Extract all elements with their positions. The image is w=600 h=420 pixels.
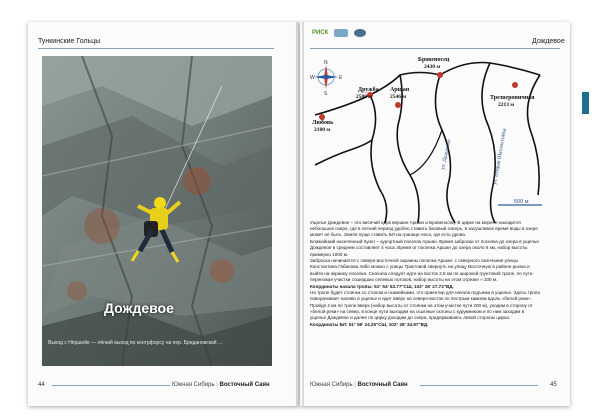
svg-text:Аршан: Аршан	[390, 87, 410, 93]
left-running-head: Тункинские Гольцы	[38, 38, 101, 45]
article-body	[310, 220, 540, 328]
right-footer-section: Восточный Саян	[357, 382, 408, 388]
route-map	[310, 55, 555, 223]
right-foot-rule	[420, 385, 538, 386]
svg-text:Дружба: Дружба	[358, 87, 379, 93]
logo-federation	[354, 29, 366, 37]
base-camp-coordinates: Координаты БЛ: 51° 56' 24.25"СШ, 102° 28' 34.97"ВД.	[310, 321, 429, 327]
logo-risk: РИСК	[312, 30, 329, 36]
right-footer-region: Южная Сибирь	[310, 382, 353, 388]
svg-text:2100 м: 2100 м	[314, 127, 331, 133]
right-footer: Южная Сибирь | Восточный Саян	[310, 382, 408, 388]
paragraph: На тропе будет стоянка со столом и скамейками, это ориентир для начала подъема в ущелье. Здесь тропа поворачивает налево в ущелье и идет вверх на северо-восток по пестрым камням вдоль «белой реки». Пройдя 2 км по тропе вверх (набор высоты от стоянки на этом участке пути 200 м), уходим в сторону от «белой реки» на север, в конце пути выходим на осыпные склоны с курумником и по ним заходим в ущелье Дождевое и далее по цирку доходим до озера, придерживаясь левой стороны цирка.	[310, 290, 540, 321]
climbing-photo	[42, 56, 272, 366]
right-running-head: Дождевое	[532, 38, 565, 45]
logo-mountain-club	[334, 29, 348, 37]
svg-text:2546 м: 2546 м	[390, 94, 407, 100]
svg-text:2213 м: 2213 м	[498, 102, 515, 108]
svg-text:2430 м: 2430 м	[424, 64, 441, 70]
paragraph: Ущелье Дождевое – это висячий цирк вершин Аршан и Бровеносец. В цирке на морене находится небольшое озеро, где в летний период удобно ставить базовый лагерь, в засушливое время воды в озере может не быть. Земля пуще ставить БЛ на границе леса, где есть дрова.	[310, 220, 538, 238]
peak-broneonosets	[418, 57, 450, 78]
street-label-dozhdevoe: ул. Дождевое	[440, 138, 453, 171]
svg-text:N: N	[324, 60, 328, 66]
left-footer-section: Восточный Саян	[219, 382, 270, 388]
left-head-rule	[38, 48, 274, 49]
svg-text:S: S	[324, 91, 328, 97]
right-head-rule	[310, 48, 560, 49]
svg-text:2500 м: 2500 м	[356, 94, 373, 100]
chapter-tab	[582, 92, 589, 114]
svg-text:Бровеносец: Бровеносец	[418, 57, 450, 63]
svg-text:E: E	[339, 75, 343, 81]
photo-title: Дождевое	[104, 300, 174, 316]
svg-text:Любовь: Любовь	[312, 120, 334, 126]
rock-face-illustration	[42, 56, 272, 366]
compass-rose-icon	[310, 60, 343, 97]
left-foot-rule	[52, 385, 170, 386]
paragraph: Ближайший населенный пункт – курортный поселок Аршан. Время заброски от поселка до озера в ущелье Дождевое в среднем составляет 4 часа. Время от поселка Аршан до озера около 8 км, набор высоты примерно 1000 м.	[310, 239, 539, 257]
left-footer: Южная Сибирь | Восточный Саян	[172, 382, 270, 388]
left-page-number: 44	[38, 382, 45, 388]
scale-label: 500 м	[514, 199, 529, 205]
svg-text:W: W	[310, 75, 315, 81]
left-footer-region: Южная Сибирь	[172, 382, 215, 388]
photo-caption: Выход с Нёршейе — лёгкий выход по контрфорсу на пер. Бредановский …	[48, 340, 223, 346]
street-label-shakhtostoyka: ул. Вторая Шахтостойка	[492, 128, 508, 186]
peak-lyubov	[312, 114, 334, 133]
area-map	[310, 55, 555, 223]
svg-text:Трезвероничная: Трезвероничная	[490, 95, 535, 101]
right-page-number: 45	[550, 382, 557, 388]
book-gutter	[296, 22, 304, 406]
peak-arshan	[390, 87, 410, 108]
trail-start-coordinates: Координаты начала тропы: 51° 54' 53.77"СШ, 102° 26' 27.72"ВД.	[310, 283, 454, 289]
paragraph: Заброска начинается с северо-восточной окраины поселка Аршан: с северного окончания улицы Константина Габанова либо можно с улицы Трактовой свернуть на улицу Восточную в районе рынка и выйти на окраину поселка. Сначала следует идти на восток 2,5 км по широкой грунтовой тропе, по пути переезжая участки сошедших селевых потоков, набор высоты на этом отрезке ≈ 100 м.	[310, 258, 533, 282]
